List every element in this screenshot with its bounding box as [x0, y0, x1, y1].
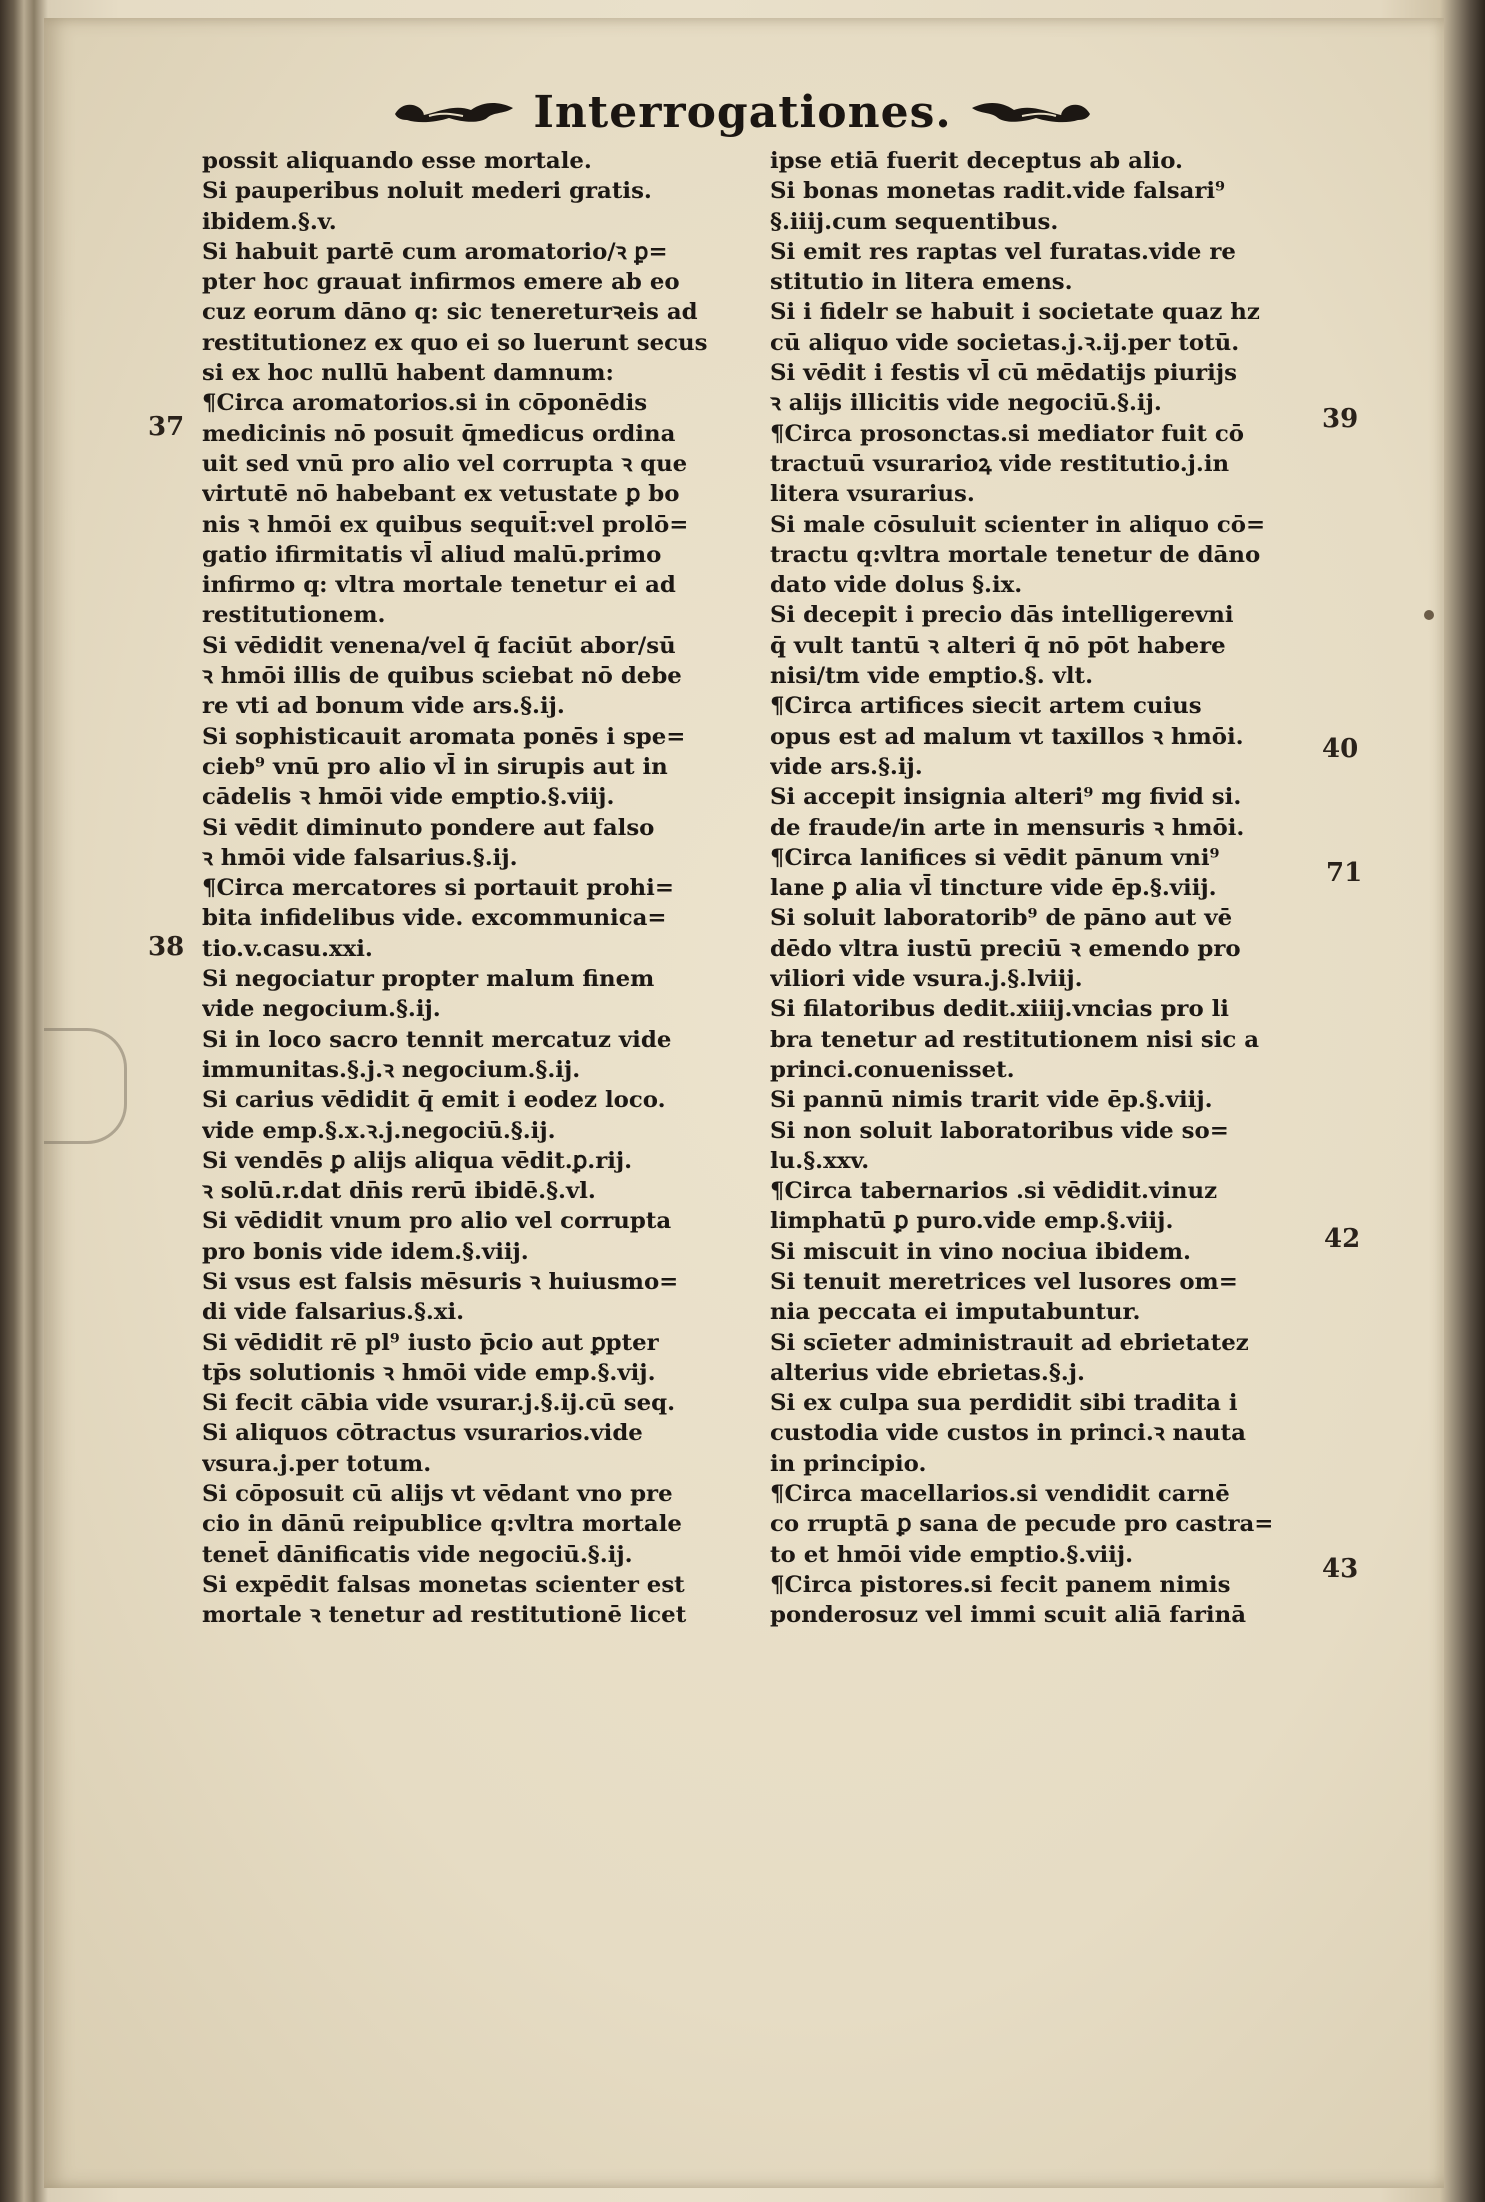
text-line: Si pauperibus noluit mederi gratis.	[202, 178, 652, 205]
margin-number-38: 38	[148, 932, 185, 962]
margin-number-71: 71	[1326, 858, 1363, 888]
text-line: Si expēdit falsas monetas scienter est	[202, 1571, 685, 1598]
text-line: Si vēdidit venena/vel q̄ faciūt abor/sū	[202, 632, 676, 659]
text-line: de fraude/in arte in mensuris ꝛ hmōi.	[770, 814, 1245, 841]
margin-number-42: 42	[1324, 1224, 1361, 1254]
text-line: Si soluit laboratorib⁹ de pāno aut vē	[770, 905, 1233, 932]
text-line: ꝛ solū.r.dat dn̄is rerū ibidē.§.vl.	[202, 1178, 596, 1205]
text-line: Si aliquos cōtractus vsurarios.vide	[202, 1420, 643, 1447]
text-line: Si vendēs ꝑ alijs aliqua vēdit.ꝑ.rij.	[202, 1147, 633, 1174]
text-line: Si scīeter administrauit ad ebrietatez	[770, 1329, 1249, 1356]
text-line: Si vēdit diminuto pondere aut falso	[202, 814, 655, 841]
text-line: vide negocium.§.ij.	[202, 996, 441, 1023]
text-line: cuz eorum dāno q: sic tenereturꝛeis ad	[202, 299, 698, 326]
text-line: Si male cōsuluit scienter in aliquo cō=	[770, 511, 1266, 538]
text-line: mortale ꝛ tenetur ad restitutionē licet	[202, 1602, 687, 1629]
text-line: opus est ad malum vt taxillos ꝛ hmōi.	[770, 723, 1244, 750]
text-line: nis ꝛ hmōi ex quibus sequit̄:vel prolō=	[202, 511, 689, 538]
left-text-column	[202, 146, 762, 1631]
margin-number-40: 40	[1322, 734, 1359, 764]
text-line: Si vsus est falsis mēsuris ꝛ huiusmo=	[202, 1268, 679, 1295]
text-line: ¶Circa tabernarios .si vēdidit.vinuz	[770, 1178, 1218, 1205]
text-line: ꝛ hmōi vide falsarius.§.ij.	[202, 844, 518, 871]
text-line: tp̄s solutionis ꝛ hmōi vide emp.§.vij.	[202, 1359, 656, 1386]
text-line: Si fecit cābia vide vsurar.j.§.ij.cū seq.	[202, 1390, 676, 1417]
text-line: medicinis nō posuit q̄medicus ordina	[202, 420, 676, 447]
fleuron-right-icon	[966, 90, 1096, 134]
text-line: tractuū vsurarioꝝ vide restitutio.j.in	[770, 450, 1230, 477]
text-line: lane ꝑ alia vl̄ tincture vide ēp.§.viij.	[770, 875, 1217, 902]
text-line: infirmo q: vltra mortale tenetur ei ad	[202, 572, 676, 599]
text-line: ¶Circa pistores.si fecit panem nimis	[770, 1571, 1231, 1598]
text-line: dēdo vltra iustū preciū ꝛ emendo pro	[770, 935, 1241, 962]
text-line: Si habuit partē cum aromatorio/ꝛ ꝑ=	[202, 238, 668, 265]
text-line: pter hoc grauat infirmos emere ab eo	[202, 269, 680, 296]
text-line: Si sophisticauit aromata ponēs i spe=	[202, 723, 686, 750]
text-line: ¶Circa prosonctas.si mediator fuit cō	[770, 420, 1244, 447]
text-line: vide ars.§.ij.	[770, 753, 923, 780]
text-line: nia peccata ei imputabuntur.	[770, 1299, 1141, 1326]
text-line: possit aliquando esse mortale.	[202, 148, 592, 174]
text-line: Si cōposuit cū alijs vt vēdant vno pre	[202, 1481, 673, 1508]
text-line: §.iiij.cum sequentibus.	[770, 208, 1059, 235]
text-line: q̄ vult tantū ꝛ alteri q̄ nō pōt habere	[770, 632, 1226, 659]
text-line: ¶Circa artifices siecit artem cuius	[770, 693, 1202, 720]
text-line: Si in loco sacro tennit mercatuz vide	[202, 1026, 672, 1053]
text-line: Si accepit insignia alteri⁹ mg fivid si.	[770, 784, 1242, 811]
text-line: re vti ad bonum vide ars.§.ij.	[202, 693, 565, 720]
text-line: Si miscuit in vino nociua ibidem.	[770, 1238, 1191, 1265]
text-line: lu.§.xxv.	[770, 1147, 870, 1174]
ink-spot	[1424, 610, 1434, 620]
page-clip-shadow	[44, 1028, 127, 1144]
text-line: tractu q:vltra mortale tenetur de dāno	[770, 541, 1261, 568]
text-line: Si bonas monetas radit.vide falsari⁹	[770, 178, 1226, 205]
text-line: alterius vide ebrietas.§.j.	[770, 1359, 1085, 1386]
running-header	[0, 82, 1485, 142]
text-line: vsura.j.per totum.	[202, 1450, 432, 1477]
text-line: Si emit res raptas vel furatas.vide re	[770, 238, 1236, 265]
text-line: limphatū ꝑ puro.vide emp.§.viij.	[770, 1208, 1174, 1235]
text-line: di vide falsarius.§.xi.	[202, 1299, 465, 1326]
text-line: bita infidelibus vide. excommunica=	[202, 905, 667, 932]
text-line: Si tenuit meretrices vel lusores om=	[770, 1268, 1238, 1295]
text-line: bra tenetur ad restitutionem nisi sic a	[770, 1026, 1260, 1053]
text-line: cio in dānū reipublice q:vltra mortale	[202, 1511, 682, 1538]
text-line: Si filatoribus dedit.xiiij.vncias pro li	[770, 996, 1229, 1023]
text-line: Si carius vēdidit q̄ emit i eodez loco.	[202, 1087, 666, 1114]
text-line: si ex hoc nullū habent damnum:	[202, 360, 614, 387]
text-line: Si non soluit laboratoribus vide so=	[770, 1117, 1229, 1144]
text-line: ꝛ hmōi illis de quibus sciebat nō debe	[202, 663, 682, 690]
text-line: viliori vide vsura.j.§.lviij.	[770, 966, 1083, 993]
text-line: restitutionem.	[202, 602, 386, 629]
text-line: vide emp.§.x.ꝛ.j.negociū.§.ij.	[202, 1117, 556, 1144]
page-title: Interrogationes.	[533, 86, 952, 138]
text-line: ipse etiā fuerit deceptus ab alio.	[770, 148, 1183, 174]
text-line: immunitas.§.j.ꝛ negocium.§.ij.	[202, 1056, 581, 1083]
text-line: in principio.	[770, 1450, 927, 1477]
text-line: Si vēdit i festis vl̄ cū mēdatijs piurijs	[770, 360, 1237, 387]
text-line: gatio ifirmitatis vl̄ aliud malū.primo	[202, 541, 662, 568]
text-line: dato vide dolus §.ix.	[770, 572, 1023, 599]
text-line: custodia vide custos in princi.ꝛ nauta	[770, 1420, 1246, 1447]
right-text-column	[770, 146, 1330, 1631]
text-line: virtutē nō habebant ex vetustate ꝑ bo	[202, 481, 680, 508]
text-line: ꝛ alijs illicitis vide negociū.§.ij.	[770, 390, 1162, 417]
text-line: litera vsurarius.	[770, 481, 975, 508]
margin-number-39: 39	[1322, 404, 1359, 434]
text-line: restitutionez ex quo ei so luerunt secus	[202, 329, 708, 356]
text-line: ¶Circa aromatorios.si in cōponēdis	[202, 390, 648, 417]
fleuron-left-icon	[389, 90, 519, 134]
text-line: ibidem.§.v.	[202, 208, 337, 235]
text-line: Si vēdidit vnum pro alio vel corrupta	[202, 1208, 672, 1235]
text-line: Si pannū nimis trarit vide ēp.§.viij.	[770, 1087, 1213, 1114]
text-line: cādelis ꝛ hmōi vide emptio.§.viij.	[202, 784, 615, 811]
text-line: ¶Circa lanifices si vēdit pānum vni⁹	[770, 844, 1220, 871]
text-line: Si decepit i precio dās intelligerevni	[770, 602, 1234, 629]
margin-number-43: 43	[1322, 1554, 1359, 1584]
text-line: princi.conuenisset.	[770, 1056, 1015, 1083]
text-line: ¶Circa mercatores si portauit prohi=	[202, 875, 674, 902]
text-line: Si i fidelr se habuit i societate quaz hz	[770, 299, 1260, 326]
text-line: cū aliquo vide societas.j.ꝛ.ij.per totū.	[770, 329, 1240, 356]
text-line: stitutio in litera emens.	[770, 269, 1073, 296]
text-line: Si negociatur propter malum finem	[202, 966, 655, 993]
margin-number-37: 37	[148, 412, 185, 442]
text-line: tenet̄ dānificatis vide negociū.§.ij.	[202, 1541, 633, 1568]
text-line: co rruptā ꝑ sana de pecude pro castra=	[770, 1511, 1274, 1538]
text-line: cieb⁹ vnū pro alio vl̄ in sirupis aut in	[202, 753, 668, 780]
text-line: ponderosuz vel immi scuit aliā farinā	[770, 1602, 1246, 1629]
text-line: ¶Circa macellarios.si vendidit carnē	[770, 1481, 1230, 1508]
text-line: Si vēdidit rē pl⁹ iusto p̄cio aut ꝑpter	[202, 1329, 659, 1356]
text-line: pro bonis vide idem.§.viij.	[202, 1238, 529, 1265]
text-line: tio.v.casu.xxi.	[202, 935, 373, 962]
text-line: uit sed vnū pro alio vel corrupta ꝛ que	[202, 450, 688, 477]
text-line: Si ex culpa sua perdidit sibi tradita i	[770, 1390, 1238, 1417]
text-line: nisi/tm vide emptio.§. vlt.	[770, 663, 1094, 690]
text-line: to et hmōi vide emptio.§.viij.	[770, 1541, 1134, 1568]
